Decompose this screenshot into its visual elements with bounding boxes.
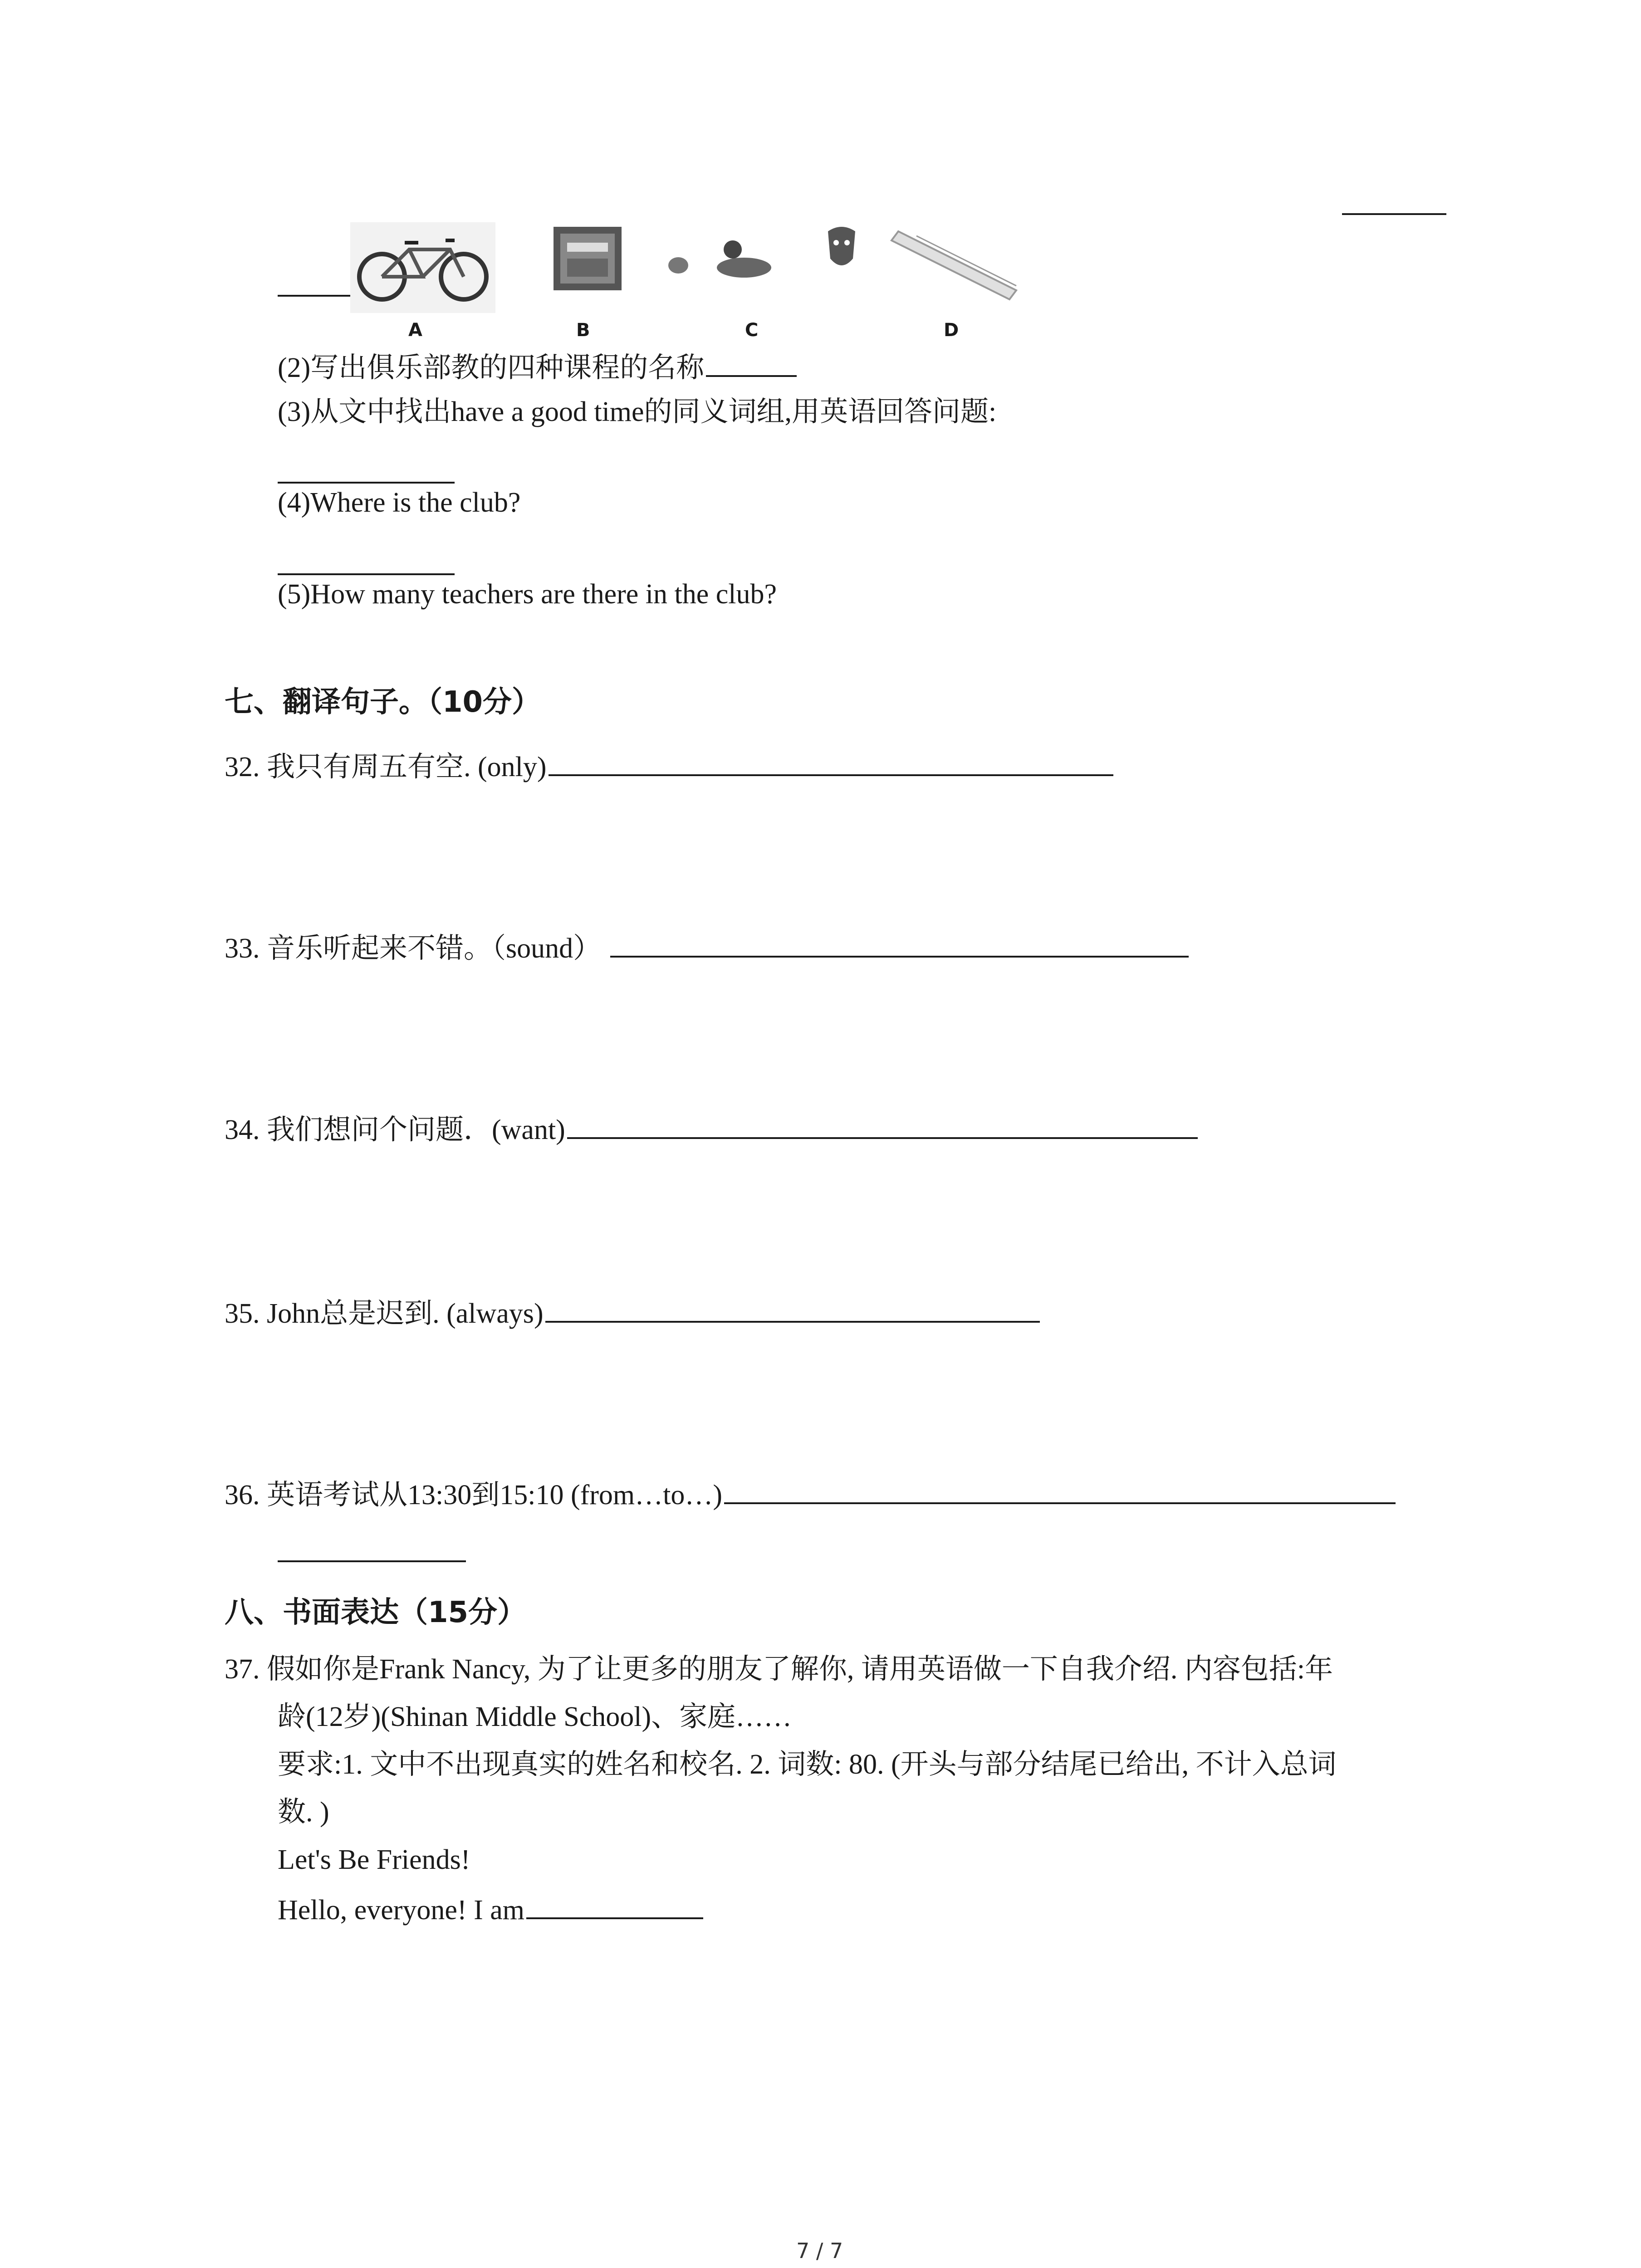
item-37-line-1 [225, 1651, 1333, 1687]
item-36-text: 英语考试从13:30到15:10 (from…to…) [267, 1480, 722, 1510]
item-37-prompt-line-1: 假如你是Frank Nancy, 为了让更多的朋友了解你, 请用英语做一下自我介绍. 内容包括:年 [267, 1654, 1333, 1685]
answer-blank-34[interactable] [567, 1109, 1198, 1139]
answer-blank-36[interactable] [724, 1474, 1396, 1504]
item-34 [225, 1109, 1198, 1148]
essay-answer-blank[interactable] [526, 1889, 703, 1919]
essay-title: Let's Be Friends! [278, 1844, 470, 1875]
question-5: (5)How many teachers are there in the club? [278, 579, 777, 610]
answer-blank-q4[interactable] [278, 573, 455, 575]
item-37-prompt-line-2: 龄(12岁)(Shinan Middle School)、家庭…… [278, 1701, 792, 1732]
question-4: (4)Where is the club? [278, 487, 521, 518]
question-2 [278, 347, 797, 386]
option-b-label: B [576, 320, 590, 341]
item-37-requirements-line-1: 要求:1. 文中不出现真实的姓名和校名. 2. 词数: 80. (开头与部分结尾已给出, 不计入总词 [278, 1749, 1337, 1780]
essay-opening-text: Hello, everyone! I am [278, 1895, 524, 1926]
item-33 [225, 928, 1189, 967]
question-3: (3)从文中找出have a good time的同义词组,用英语回答问题: [278, 396, 997, 427]
item-32-number: 32. [225, 752, 260, 782]
essay-opening [278, 1889, 703, 1928]
item-32 [225, 746, 1113, 785]
option-b-book-image [549, 222, 626, 295]
answer-blank-32[interactable] [549, 746, 1113, 776]
option-c-dogs-image [660, 222, 869, 290]
item-33-number: 33. [225, 933, 260, 964]
item-34-number: 34. [225, 1114, 260, 1145]
answer-blank-35[interactable] [545, 1293, 1040, 1323]
item-36 [225, 1474, 1396, 1513]
answer-blank-33[interactable] [610, 928, 1189, 958]
item-34-text: 我们想问个问题．(want) [267, 1114, 565, 1145]
item-33-text: 音乐听起来不错。（sound） [267, 933, 602, 964]
option-a-label: A [408, 320, 422, 341]
question-2-text: (2)写出俱乐部教的四种课程的名称 [278, 352, 705, 383]
page-number: 7 / 7 [796, 2239, 843, 2263]
item-32-text: 我只有周五有空. (only) [267, 752, 547, 782]
option-d-label: D [944, 320, 959, 341]
section-7-heading: 七、翻译句子。（10分） [225, 685, 541, 719]
item-37-number: 37. [225, 1654, 260, 1685]
option-d-ruler-image [889, 222, 1025, 304]
item-35-number: 35. [225, 1298, 260, 1329]
answer-blank-top-right[interactable] [1342, 213, 1446, 215]
item-36-number: 36. [225, 1480, 260, 1510]
item-35-text: John总是迟到. (always) [267, 1298, 544, 1329]
answer-blank-q3[interactable] [278, 482, 455, 484]
section-8-heading: 八、书面表达（15分） [225, 1596, 527, 1629]
option-a-bicycle-image [350, 222, 495, 313]
answer-blank-36-continuation[interactable] [278, 1560, 466, 1562]
item-35 [225, 1293, 1040, 1332]
item-37-requirements-line-2: 数. ) [278, 1797, 329, 1828]
answer-blank-q2[interactable] [706, 347, 797, 377]
option-c-label: C [745, 320, 759, 341]
answer-blank-q1[interactable] [278, 295, 350, 297]
